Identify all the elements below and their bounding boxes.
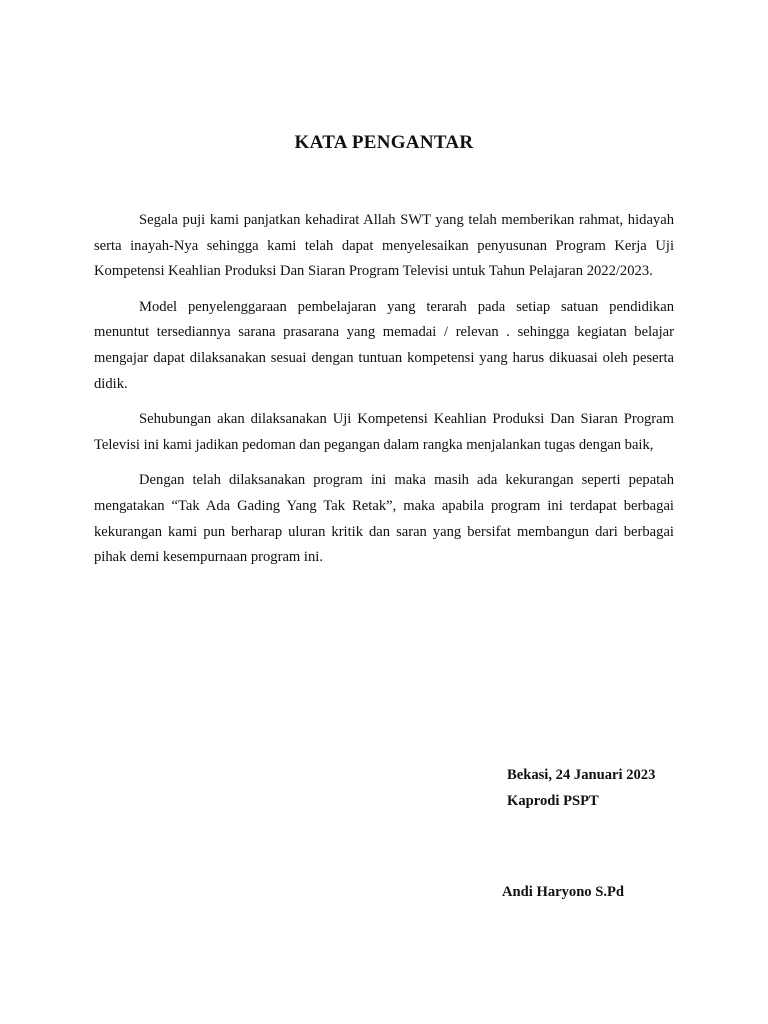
paragraph-1: Segala puji kami panjatkan kehadirat Allah SWT yang telah memberikan rahmat, hidayah serta inayah-Nya sehingga kami telah dapat menyelesaikan penyusunan Program Kerja Uji Kompetensi Keahlian Produksi Dan Siaran Program Televisi untuk Tahun Pelajaran 2022/2023. xyxy=(94,212,674,280)
document-title: KATA PENGANTAR xyxy=(294,132,474,153)
signature-place-date: Bekasi, 24 Januari 2023 xyxy=(507,767,656,783)
paragraph-2: Model penyelenggaraan pembelajaran yang terarah pada setiap satuan pendidikan menuntut tersediannya sarana prasarana yang memadai / relevan . sehingga kegiatan belajar mengajar dapat dilaksanakan sesuai dengan tuntuan kompetensi yang harus dikuasai oleh peserta didik. xyxy=(94,298,674,392)
signature-block xyxy=(507,764,655,816)
paragraph-4: Dengan telah dilaksanakan program ini maka masih ada kekurangan seperti pepatah mengatakan “Tak Ada Gading Yang Tak Retak”, maka apabila program ini terdapat berbagai kekurangan kami pun berharap uluran kritik dan saran yang bersifat membangun dari berbagai pihak demi kesempurnaan program ini. xyxy=(94,472,674,566)
paragraph-3: Sehubungan akan dilaksanakan Uji Kompetensi Keahlian Produksi Dan Siaran Program Televisi ini kami jadikan pedoman dan pegangan dalam rangka menjalankan tugas dengan baik, xyxy=(94,411,674,453)
document-body xyxy=(94,208,674,581)
signature-position: Kaprodi PSPT xyxy=(507,793,599,809)
signer-name: Andi Haryono S.Pd xyxy=(502,884,625,900)
